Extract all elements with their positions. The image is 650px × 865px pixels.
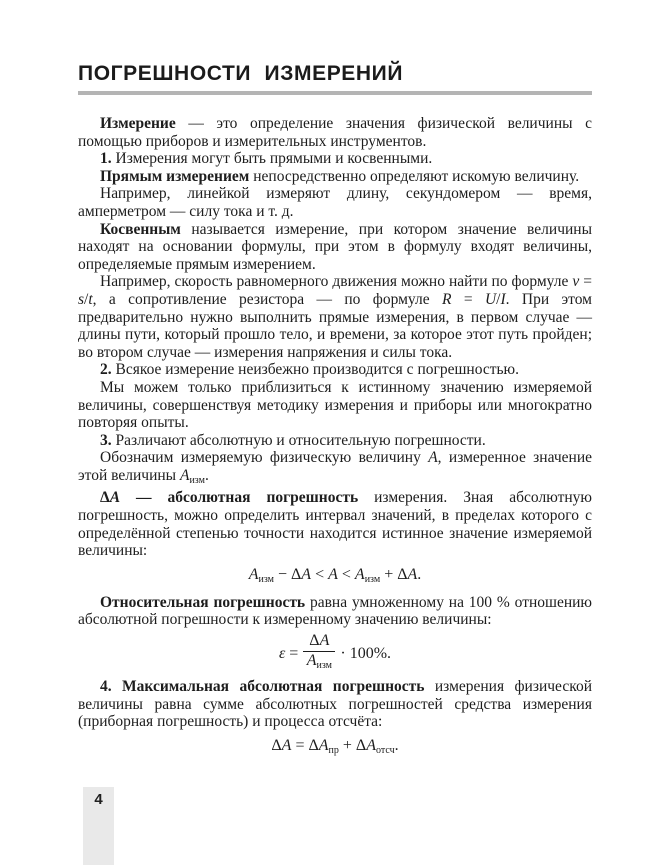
paragraph-true-value: Мы можем только приблизиться к истинному значению измеряемой величины, совершенствуя методику измерения и приборы или многократно повторяя опыты. (78, 378, 592, 432)
paragraph-indirect-measurement: Косвенным называется измерение, при котором значение величины находят на основании формулы, при этом в формулу входят величины, определяемые прямым измерением. (78, 220, 592, 273)
title-underline (78, 91, 592, 95)
formula-max-error: ΔA = ΔAпр + ΔAотсч. (271, 736, 399, 756)
fraction (303, 634, 335, 673)
page-content (78, 62, 592, 765)
paragraph-notation: Обозначим измеряемую физическую величину A, измеренное значение этой величины Aизм. (78, 449, 592, 486)
chapter-title: ПОГРЕШНОСТИ ИЗМЕРЕНИЙ (78, 62, 404, 85)
body-text (78, 115, 592, 760)
paragraph-max-absolute-error: 4. Максимальная абсолютная погрешность измерения физической величины равна сумме абсолютных погрешностей средства измерения (приборная погрешность) и процесса отсчёта: (78, 678, 592, 731)
paragraph-direct-measurement: Прямым измерением непосредственно определяют искомую величину. (100, 167, 580, 185)
paragraph-indirect-example: Например, скорость равномерного движения можно найти по формуле v = s/t, а сопротивление резистора — по формуле R = U/I. При этом предварительно нужно выполнить прямые измерения, в первом случае — длины пути, который прошло тело, и времени, за которое этот путь пройден; во втором случае — измерения напряжения и силы тока. (78, 273, 592, 361)
page-margin-strip (83, 787, 114, 865)
paragraph-error-inevitable: 2. Всякое измерение неизбежно производится с погрешностью. (100, 361, 520, 379)
paragraph-measurement-types: 1. Измерения могут быть прямыми и косвенными. (100, 150, 433, 168)
page-number: 4 (94, 791, 103, 808)
paragraph-relative-error: Относительная погрешность равна умноженному на 100 % отношению абсолютной погрешности к измеренному значению величины: (78, 593, 592, 629)
paragraph-absolute-error: ΔA — абсолютная погрешность измерения. Зная абсолютную погрешность, можно определить интервал значений, в пределах которого с определённой степенью точности находится истинное значение измеряемой величины: (78, 489, 592, 560)
formula-relative-error (78, 634, 592, 673)
formula-rhs: · 100%. (340, 645, 392, 663)
paragraph-measurement-definition: Измерение — это определение значения физической величины с помощью приборов и измерительных инструментов. (78, 115, 592, 150)
relative-error-equation (279, 634, 391, 673)
formula-interval: Aизм − ΔA < A < Aизм + ΔA. (248, 565, 422, 585)
fraction-denominator: Aизм (306, 651, 332, 671)
fraction-numerator: ΔA (303, 634, 335, 652)
paragraph-error-types: 3. Различают абсолютную и относительную погрешности. (100, 431, 486, 449)
formula-lhs: ε = (278, 645, 299, 663)
paragraph-direct-example: Например, линейкой измеряют длину, секундомером — время, амперметром — силу тока и т. д. (78, 185, 592, 220)
